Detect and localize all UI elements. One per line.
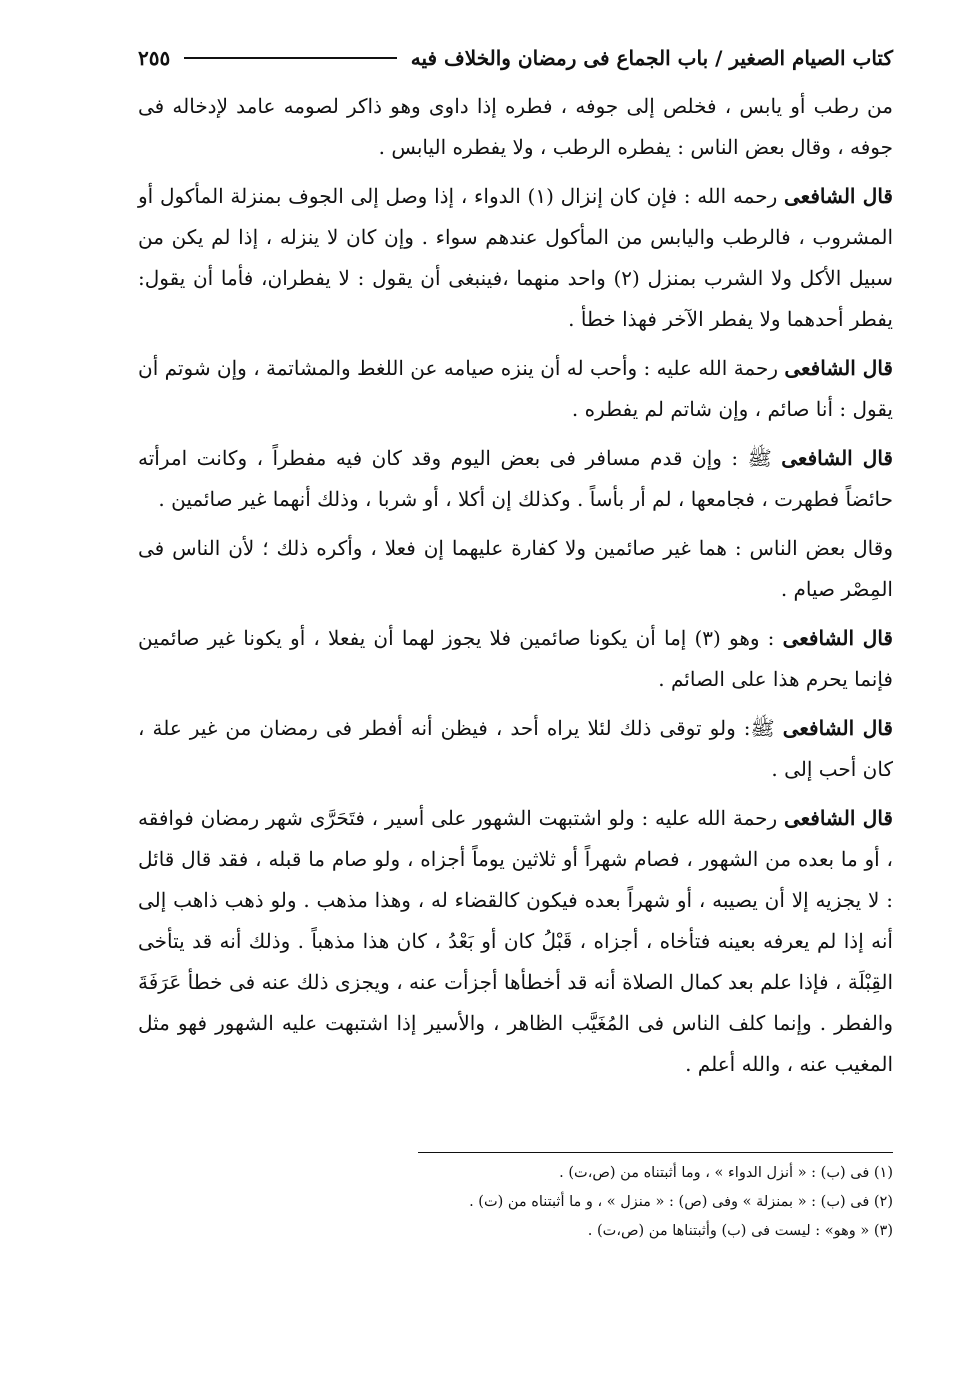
- speaker-label: قال الشافعى: [783, 806, 893, 830]
- paragraph: من رطب أو يابس ، فخلص إلى جوفه ، فطره إذا داوى وهو ذاكر لصومه عامد لإدخاله فى جوفه ، وقال بعض الناس : يفطره الرطب ، ولا يفطره اليابس .: [138, 94, 893, 159]
- speaker-label: قال الشافعى: [784, 356, 893, 380]
- paragraph: قال الشافعى رحمة الله عليه : ولو اشتبهت الشهور على أسير ، فتَحَرَّى شهر رمضان فوافقه ، أو ما بعده من الشهور ، فصام شهراً أو ثلاثين يوماً أجزاه ، ولو صام ما قبله ، فقد قال قائل : لا يجزيه إلا أن يصيبه ، أو شهراً بعده فيكون كالقضاء له ، وهذا مذهب . ولو ذهب ذاهب إلى أنه إذا لم يعرفه بعينه فتأخاه ، أجزاه ، قَبْلُ كان أو بَعْدُ ، كان هذا مذهباً . وذلك أنه قد يتأخى القِبْلَة ، فإذا علم بعد كمال الصلاة أنه قد أخطأها أجزأت عنه ، ويجزى ذلك عنه فى خطأ عَرَفَةَ والفطر . وإنما كلف الناس فى المُغَيَّب الظاهر ، والأسير إذا اشتبهت عليه الشهور فهو مثل المغيب عنه ، والله أعلم .: [138, 806, 893, 1076]
- header-rule: [184, 57, 397, 59]
- paragraph: قال الشافعى رحمه الله : فإن كان إنزال (١) الدواء ، إذا وصل إلى الجوف بمنزلة المأكول أو المشروب ، فالرطب واليابس من المأكول عندهم سواء . وإن كان لا ينزله ، إذا لم يكن من سبيل الأكل ولا الشرب بمنزل (٢) واحد منهما ،فينبغى أن يقول : لا يفطران، فأما أن يقول: يفطر أحدهما ولا يفطر الآخر فهذا خطأ .: [138, 184, 893, 331]
- footnote: (٣) « وهو» : ليست فى (ب) وأثبتناها من (ص،ت) .: [587, 1223, 893, 1239]
- paragraph: قال الشافعى : وهو (٣) إما أن يكونا صائمين فلا يجوز لهما أن يفعلا ، أو يكونا غير صائمين فإنما يحرم هذا على الصائم .: [138, 626, 893, 691]
- page-number: ٢٥٥: [138, 46, 171, 70]
- paragraph: قال الشافعى ﷺ : وإن قدم مسافر فى بعض اليوم وقد كان فيه مفطراً ، وكانت امرأته حائضاً فطهرت ، فجامعها ، لم أر بأساً . وكذلك إن أكلا ، أو شربا ، وذلك أنهما غير صائمين .: [138, 446, 893, 511]
- footnotes: [418, 1152, 893, 1246]
- paragraph: وقال بعض الناس : هما غير صائمين ولا كفارة عليهما إن فعلا ، وأكره ذلك ؛ لأن الناس فى المِصْر صيام .: [138, 536, 893, 601]
- running-header: [138, 36, 893, 80]
- paragraph: قال الشافعى ﷺ: ولو توقى ذلك لئلا يراه أحد ، فيظن أنه أفطر فى رمضان من غير علة ، كان أحب إلى .: [138, 716, 893, 781]
- footnote: (٢) فى (ب) : « بمنزلة » وفى (ص) : « منزل » ، و ما أثبتناه من (ت) .: [469, 1194, 893, 1210]
- speaker-label: قال الشافعى: [784, 184, 893, 208]
- footnote: (١) فى (ب) : « أنزل الدواء » ، وما أثبتناه من (ص،ت) .: [559, 1165, 893, 1181]
- running-title: كتاب الصيام الصغير / باب الجماع فى رمضان والخلاف فيه: [410, 46, 893, 70]
- paragraph: قال الشافعى رحمة الله عليه : وأحب له أن ينزه صيامه عن اللغط والمشاتمة ، وإن شوتم أن يقول : أنا صائم ، وإن شاتم لم يفطره .: [138, 356, 893, 421]
- speaker-label: قال الشافعى: [782, 716, 893, 740]
- speaker-label: قال الشافعى: [781, 446, 893, 470]
- page-body: [138, 86, 893, 1085]
- speaker-label: قال الشافعى: [782, 626, 893, 650]
